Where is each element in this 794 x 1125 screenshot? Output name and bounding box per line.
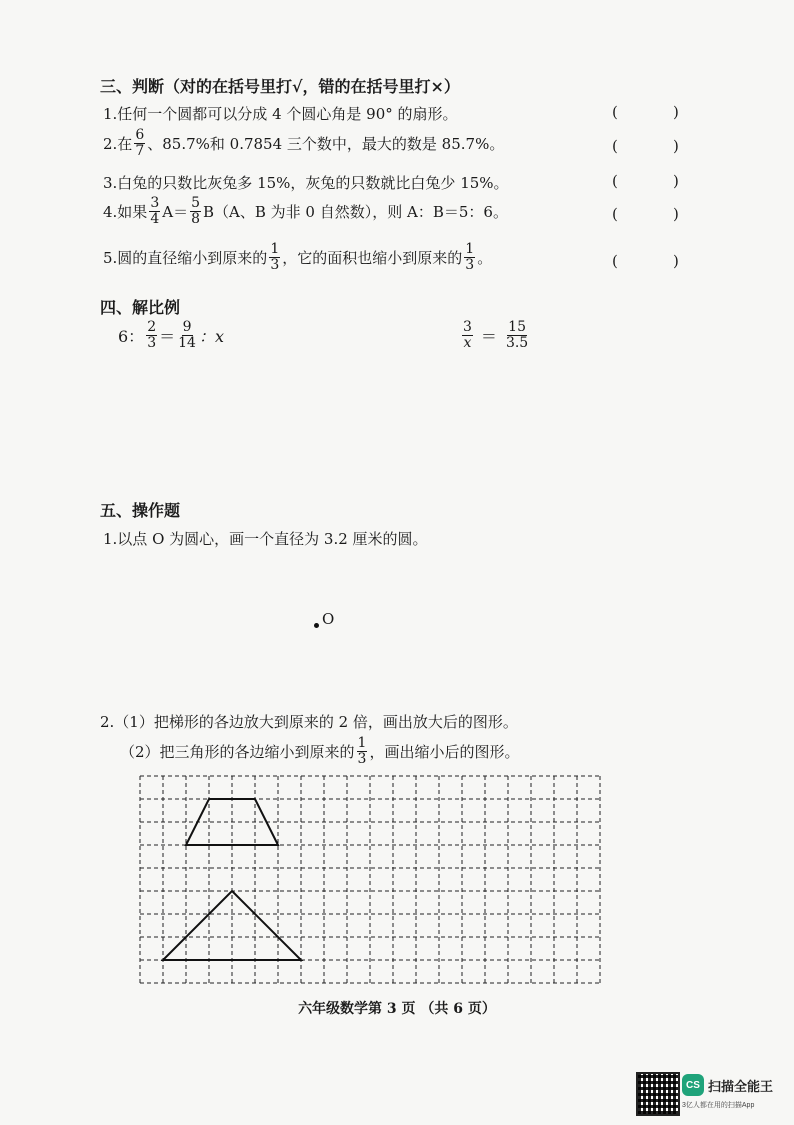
eq1-f2-den: 14: [178, 334, 196, 351]
eq2-f1-den: x: [463, 334, 472, 351]
drawing-grid[interactable]: [130, 770, 610, 990]
judge-question-4: [103, 196, 508, 226]
eq1-fraction-1: [146, 320, 157, 350]
q5-text-post: 。: [477, 248, 493, 267]
answer-paren-open-3[interactable]: (: [612, 172, 618, 190]
q4-f2-den: 8: [191, 210, 200, 227]
q5-fraction-1: [269, 242, 280, 272]
answer-paren-open-2[interactable]: (: [612, 137, 618, 155]
operation-question-2-part-1: 2.（1）把梯形的各边放大到原来的 2 倍，画出放大后的图形。: [100, 713, 518, 731]
q2-fraction: [134, 128, 145, 158]
eq2-fraction-2: [505, 320, 529, 350]
q4-f1-num: 3: [150, 195, 160, 211]
q5-f2-den: 3: [465, 256, 475, 273]
eq2-f1-num: 3: [463, 319, 472, 335]
scanner-brand-name: 扫描全能王: [708, 1079, 774, 1094]
q4-f2-num: 5: [191, 195, 200, 211]
eq1-f2-num: 9: [182, 319, 192, 335]
judge-question-5: [103, 242, 492, 272]
eq1-equals: ＝: [159, 326, 176, 346]
eq2-equals: ＝: [480, 326, 497, 346]
q4-f1-den: 4: [150, 210, 160, 227]
eq1-text-a: 6：: [118, 326, 145, 346]
section3-title: 三、判断（对的在括号里打√，错的在括号里打×）: [100, 77, 460, 96]
answer-paren-close-4[interactable]: ): [673, 205, 679, 223]
eq1-f1-num: 2: [147, 319, 157, 335]
answer-paren-open-4[interactable]: (: [612, 205, 618, 223]
judge-question-1: 1.任何一个圆都可以分成 4 个圆心角是 90° 的扇形。: [103, 105, 458, 123]
answer-paren-open-5[interactable]: (: [612, 252, 618, 270]
q2-part2-fraction: [357, 736, 368, 766]
judge-question-2: [103, 128, 504, 158]
q2-part2-text-post: ，画出缩小后的图形。: [369, 742, 520, 761]
eq2-fraction-1: [462, 320, 473, 350]
eq1-fraction-2: [177, 320, 197, 350]
eq1-text-b: ：x: [198, 326, 224, 346]
answer-paren-close-3[interactable]: ): [673, 172, 679, 190]
q2-text-pre: 2.在: [103, 134, 133, 153]
eq2-f2-num: 15: [508, 319, 526, 335]
judge-question-3: 3.白兔的只数比灰兔多 15%，灰兔的只数就比白兔少 15%。: [103, 174, 509, 192]
answer-paren-close-1[interactable]: ): [673, 103, 679, 121]
q5-fraction-2: [464, 242, 475, 272]
proportion-equation-2: [460, 320, 531, 350]
section5-title: 五、操作题: [100, 501, 181, 520]
scanner-tagline: 3亿人都在用的扫描App: [682, 1102, 755, 1109]
center-point-dot: [314, 623, 319, 628]
q5-text-mid: ，它的面积也缩小到原来的: [282, 248, 463, 267]
scanner-logo-icon: CS: [682, 1074, 704, 1096]
proportion-equation-1: [118, 320, 224, 350]
q2-part2-frac-den: 3: [357, 750, 367, 767]
qr-code-icon: [636, 1072, 680, 1116]
operation-question-1: 1.以点 O 为圆心，画一个直径为 3.2 厘米的圆。: [103, 530, 428, 548]
operation-question-2-part-2: [120, 736, 519, 766]
eq2-f2-den: 3.5: [505, 334, 529, 351]
q2-frac-den: 7: [135, 142, 145, 159]
section4-title: 四、解比例: [100, 298, 181, 317]
q4-fraction-1: [149, 196, 160, 226]
q2-part2-frac-num: 1: [357, 735, 367, 751]
q5-f1-num: 1: [270, 241, 280, 257]
grid-lines: [140, 776, 600, 983]
q5-f1-den: 3: [270, 256, 280, 273]
page-footer: 六年级数学第 3 页 （共 6 页）: [298, 1001, 496, 1017]
answer-paren-close-5[interactable]: ): [673, 252, 679, 270]
eq1-f1-den: 3: [147, 334, 157, 351]
q2-part2-text-pre: （2）把三角形的各边缩小到原来的: [120, 742, 355, 761]
answer-paren-close-2[interactable]: ): [673, 137, 679, 155]
q4-fraction-2: [190, 196, 201, 226]
q4-text-mid: A＝: [162, 202, 189, 221]
q5-f2-num: 1: [465, 241, 475, 257]
answer-paren-open-1[interactable]: (: [612, 103, 618, 121]
q5-text-pre: 5.圆的直径缩小到原来的: [103, 248, 268, 267]
q2-text-post: 、85.7%和 0.7854 三个数中，最大的数是 85.7%。: [147, 134, 505, 153]
q4-text-post: B（A、B 为非 0 自然数），则 A：B＝5：6。: [203, 202, 508, 221]
q4-text-pre: 4.如果: [103, 202, 148, 221]
q2-frac-num: 6: [135, 127, 145, 143]
center-point-label: O: [322, 610, 335, 628]
